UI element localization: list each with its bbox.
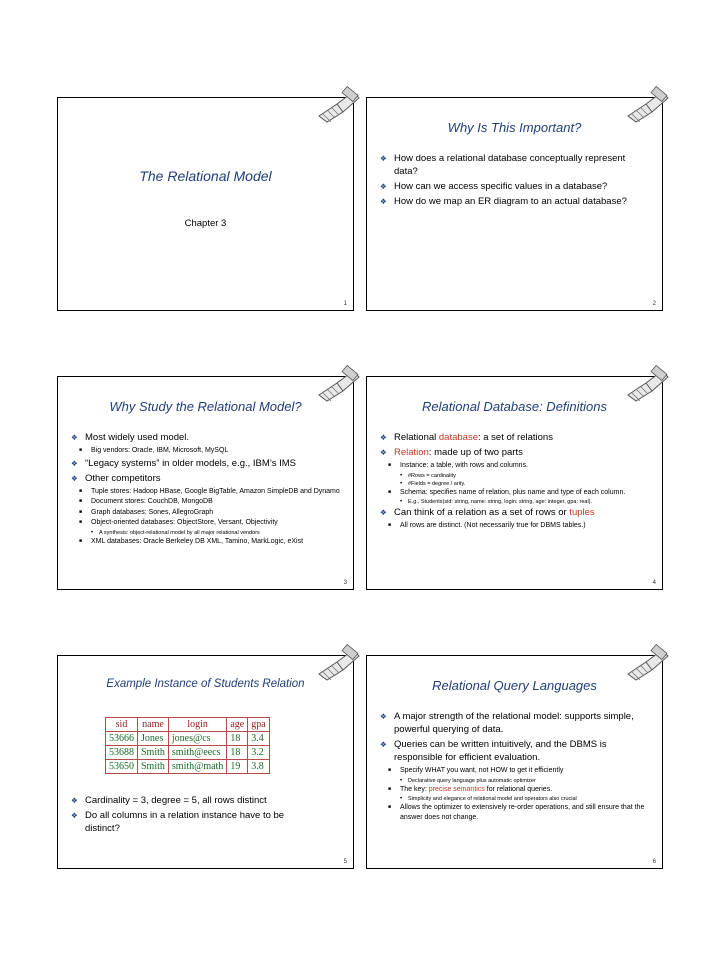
stamp-icon xyxy=(622,644,670,682)
slide-title: Relational Database: Definitions xyxy=(422,399,607,414)
table-cell: Smith xyxy=(138,746,169,760)
column-header: sid xyxy=(106,718,138,732)
sub-bullet: ■ Tuple stores: Hadoop HBase, Google BigTable, Amazon SimpleDB and Dynamo xyxy=(79,487,341,497)
table-cell: 19 xyxy=(227,760,248,774)
bullet xyxy=(380,446,650,459)
highlight-term: Relation xyxy=(394,447,429,458)
sub-bullet: ■ Big vendors: Oracle, IBM, Microsoft, MySQL xyxy=(79,446,341,456)
sub-sub-bullet: • #Fields = degree / arity. xyxy=(400,480,650,488)
table-cell: jones@cs xyxy=(168,732,226,746)
column-header: name xyxy=(138,718,169,732)
slide-5 xyxy=(57,655,354,869)
sub-bullet: ■ XML databases: Oracle Berkeley DB XML, Tamino, MarkLogic, eXist xyxy=(79,537,341,547)
bullet: ❖ “Legacy systems” in older models, e.g., IBM’s IMS xyxy=(71,457,341,470)
table-header-row xyxy=(106,718,270,732)
sub-bullet xyxy=(388,785,652,795)
bullet-list xyxy=(71,794,321,837)
slide-number: 4 xyxy=(652,580,656,586)
slide-6 xyxy=(366,655,663,869)
bullet: ❖ A major strength of the relational model: supports simple, powerful querying of data. xyxy=(380,710,652,736)
slide-4 xyxy=(366,376,663,590)
column-header: login xyxy=(168,718,226,732)
bullet: ❖ Cardinality = 3, degree = 5, all rows distinct xyxy=(71,794,321,807)
bullet-list xyxy=(71,431,341,547)
bullet: ❖ How do we map an ER diagram to an actual database? xyxy=(380,195,630,208)
table-cell: 18 xyxy=(227,732,248,746)
slide-number: 5 xyxy=(343,859,347,865)
highlight-term: precise semantics xyxy=(428,785,485,793)
table-cell: Jones xyxy=(138,732,169,746)
text: The key: xyxy=(400,785,429,793)
table-cell: 3.4 xyxy=(248,732,269,746)
column-header: age xyxy=(227,718,248,732)
text: for relational queries. xyxy=(484,785,553,793)
slide-subtitle: Chapter 3 xyxy=(184,218,227,229)
slide-1 xyxy=(57,97,354,311)
table-cell: 53650 xyxy=(106,760,138,774)
slide-title: The Relational Model xyxy=(139,168,272,184)
table-cell: 53666 xyxy=(106,732,138,746)
sub-bullet: ■ Specify WHAT you want, not HOW to get it efficiently xyxy=(388,766,652,776)
slide-2 xyxy=(366,97,663,311)
stamp-icon xyxy=(313,86,361,124)
sub-bullet: ■ Instance: a table, with rows and columns. xyxy=(388,461,650,471)
highlight-term: database xyxy=(438,432,478,443)
text: : a set of relations xyxy=(477,432,553,443)
sub-sub-bullet: • Simplicity and elegance of relational model and operators also crucial xyxy=(400,795,652,803)
sub-sub-bullet: • A synthesis: object-relational model by all major relational vendors xyxy=(91,529,341,537)
table-cell: 18 xyxy=(227,746,248,760)
stamp-icon xyxy=(313,365,361,403)
table-cell: Smith xyxy=(138,760,169,774)
bullet-list xyxy=(380,431,650,532)
sub-bullet: ■ Object-oriented databases: ObjectStore, Versant, Objectivity xyxy=(79,518,341,528)
sub-sub-bullet: • Declarative query language plus automatic optimizer xyxy=(400,777,652,785)
highlight-term: tuples xyxy=(569,507,595,518)
sub-bullet: ■ Schema: specifies name of relation, plus name and type of each column. xyxy=(388,488,650,498)
sub-bullet: ■ Document stores: CouchDB, MongoDB xyxy=(79,497,341,507)
table-cell: 3.2 xyxy=(248,746,269,760)
stamp-icon xyxy=(622,365,670,403)
bullet xyxy=(380,506,650,519)
bullet: ❖ How does a relational database conceptually represent data? xyxy=(380,152,630,178)
bullet-list xyxy=(380,710,652,823)
table-cell: smith@math xyxy=(168,760,226,774)
text: : made up of two parts xyxy=(428,447,523,458)
sub-bullet: ■ Graph databases: Sones, AllegroGraph xyxy=(79,508,341,518)
slide-number: 2 xyxy=(652,301,656,307)
text: Relational xyxy=(394,432,439,443)
stamp-icon xyxy=(313,644,361,682)
table-row xyxy=(106,746,270,760)
bullet-list xyxy=(380,152,630,210)
slide-title: Relational Query Languages xyxy=(432,678,597,693)
sub-bullet: ■ All rows are distinct. (Not necessarily true for DBMS tables.) xyxy=(388,521,650,531)
table-row xyxy=(106,732,270,746)
slide-title: Why Study the Relational Model? xyxy=(109,399,302,414)
bullet: ❖ Most widely used model. xyxy=(71,431,341,444)
sub-sub-bullet: • E.g., Students(sid: string, name: string, login: string, age: integer, gpa: real). xyxy=(400,498,650,506)
bullet xyxy=(380,431,650,444)
slide-number: 1 xyxy=(343,301,347,307)
table-row xyxy=(106,760,270,774)
table-cell: 3.8 xyxy=(248,760,269,774)
table-cell: smith@eecs xyxy=(168,746,226,760)
slide-title: Why Is This Important? xyxy=(447,120,582,135)
column-header: gpa xyxy=(248,718,269,732)
sub-sub-bullet: • #Rows = cardinality xyxy=(400,472,650,480)
bullet: ❖ How can we access specific values in a database? xyxy=(380,180,630,193)
bullet: ❖ Do all columns in a relation instance have to be distinct? xyxy=(71,809,321,835)
students-table xyxy=(105,717,270,774)
bullet: ❖ Queries can be written intuitively, and the DBMS is responsible for efficient evaluation. xyxy=(380,738,652,764)
slide-title: Example Instance of Students Relation xyxy=(106,678,305,690)
bullet: ❖ Other competitors xyxy=(71,472,341,485)
table-cell: 53688 xyxy=(106,746,138,760)
sub-bullet: ■ Allows the optimizer to extensively re-order operations, and still ensure that the answer does not change. xyxy=(388,803,652,822)
slide-number: 3 xyxy=(343,580,347,586)
stamp-icon xyxy=(622,86,670,124)
text: Can think of a relation as a set of rows or xyxy=(394,507,570,518)
slide-number: 6 xyxy=(652,859,656,865)
slide-3 xyxy=(57,376,354,590)
